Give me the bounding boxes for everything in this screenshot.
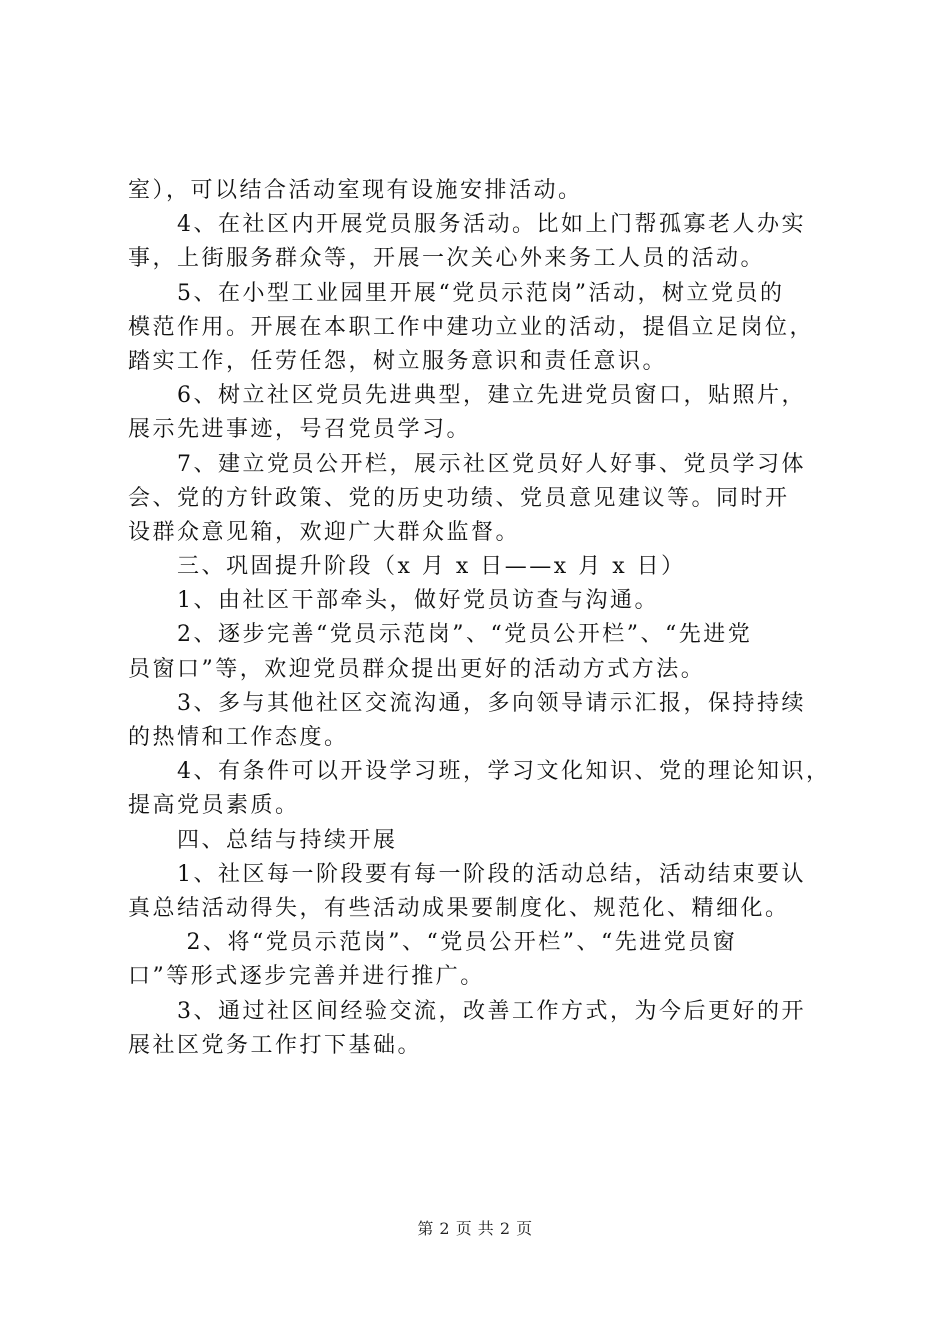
section-heading: 四、总结与持续开展: [128, 827, 398, 853]
text-line: 提高党员素质。: [128, 793, 300, 819]
text-line: 室），可以结合活动室现有设施安排活动。: [128, 178, 583, 203]
text-line: 7、建立党员公开栏，展示社区党员好人好事、党员学习体: [128, 451, 806, 477]
text-line: 1、由社区干部牵头，做好党员访查与沟通。: [128, 588, 659, 614]
text-line: 展示先进事迹，号召党员学习。: [128, 417, 472, 443]
text-line: 5、在小型工业园里开展“党员示范岗”活动，树立党员的: [128, 280, 785, 306]
text-line: 6、树立社区党员先进典型，建立先进党员窗口，贴照片，: [128, 383, 806, 409]
text-line: 真总结活动得失，有些活动成果要制度化、规范化、精细化。: [128, 895, 790, 921]
text-line: 4、在社区内开展党员服务活动。比如上门帮孤寡老人办实: [128, 212, 806, 238]
text-line: 模范作用。开展在本职工作中建功立业的活动，提倡立足岗位，: [128, 314, 815, 340]
text-line: 2、逐步完善“党员示范岗”、“党员公开栏”、“先进党: [128, 622, 753, 648]
text-line: 会、党的方针政策、党的历史功绩、党员意见建议等。同时开: [128, 485, 790, 511]
page-number-footer: 第 2 页 共 2 页: [417, 1219, 533, 1238]
text-line: 员窗口”等，欢迎党员群众提出更好的活动方式方法。: [128, 656, 706, 682]
text-line: 4、有条件可以开设学习班，学习文化知识、党的理论知识，: [128, 759, 831, 785]
text-line: 事，上街服务群众等，开展一次关心外来务工人员的活动。: [128, 246, 766, 272]
text-line: 设群众意见箱，欢迎广大群众监督。: [128, 519, 521, 545]
text-line: 展社区党务工作打下基础。: [128, 1032, 423, 1058]
text-line: 口”等形式逐步完善并进行推广。: [128, 964, 485, 990]
text-line: 的热情和工作态度。: [128, 725, 349, 750]
document-body: [128, 174, 838, 1063]
text-line: 3、通过社区间经验交流，改善工作方式，为今后更好的开: [128, 998, 806, 1024]
section-heading: 三、巩固提升阶段（x 月 x 日——x 月 x 日）: [128, 554, 686, 580]
text-line: 踏实工作，任劳任怨，树立服务意识和责任意识。: [128, 348, 668, 374]
text-line: 2、将“党员示范岗”、“党员公开栏”、“先进党员窗: [128, 930, 738, 956]
text-line: 1、社区每一阶段要有每一阶段的活动总结，活动结束要认: [128, 861, 806, 887]
text-line: 3、多与其他社区交流沟通，多向领导请示汇报，保持持续: [128, 690, 806, 716]
